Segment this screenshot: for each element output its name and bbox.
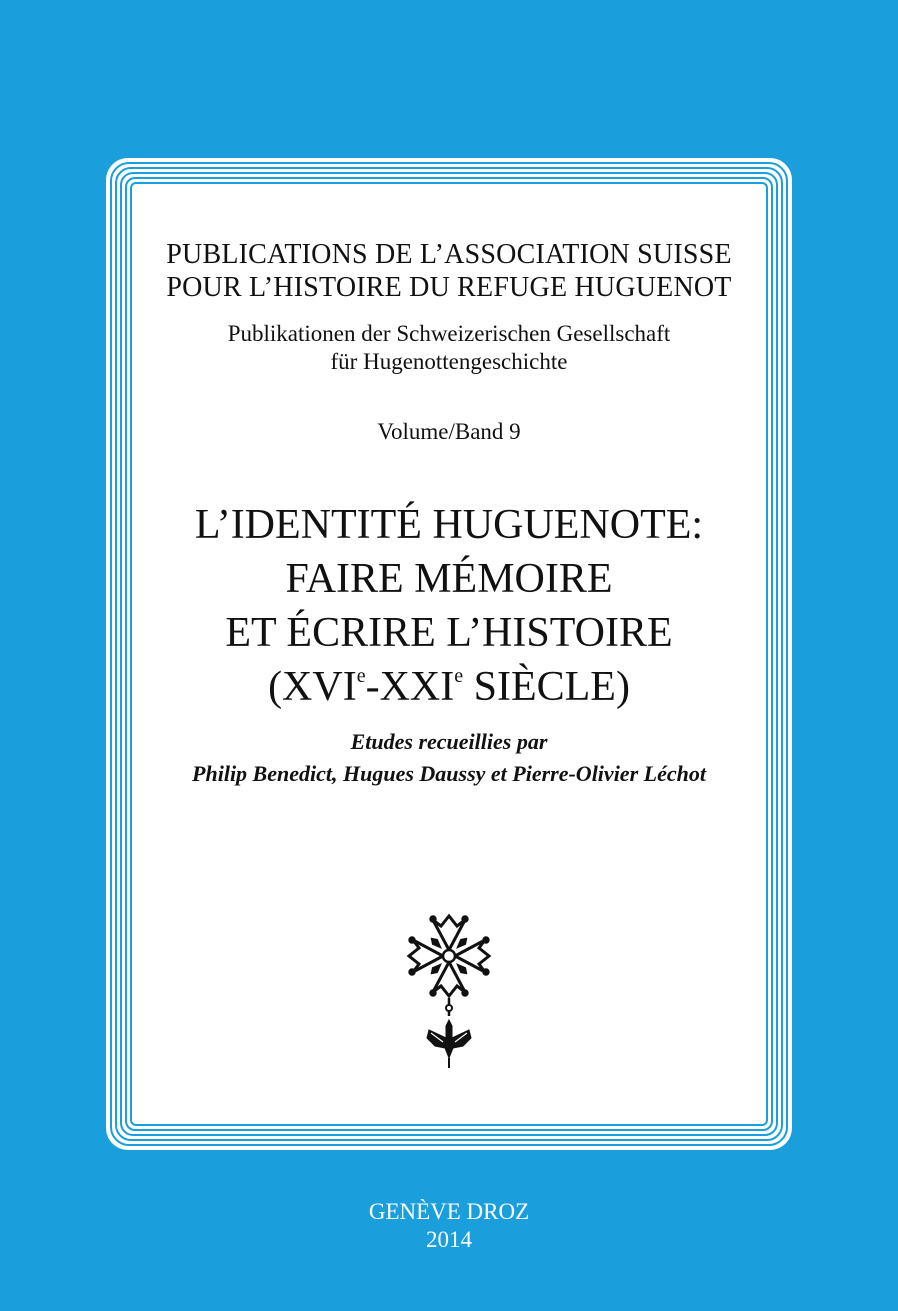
series-title-german bbox=[136, 320, 762, 376]
huguenot-cross-icon bbox=[394, 898, 504, 1078]
series-title-line: PUBLICATIONS DE L’ASSOCIATION SUISSE bbox=[166, 239, 732, 270]
publisher-name: GENÈVE DROZ bbox=[368, 1199, 530, 1224]
publication-year: 2014 bbox=[426, 1227, 472, 1252]
book-title-line bbox=[136, 660, 762, 721]
book-title bbox=[136, 498, 762, 721]
book-title-part: (XVI bbox=[268, 664, 357, 710]
volume-number: Volume/Band 9 bbox=[377, 419, 521, 444]
cover-panel bbox=[106, 158, 792, 1150]
publisher bbox=[0, 1198, 898, 1254]
series-title-line: POUR L’HISTOIRE DU REFUGE HUGUENOT bbox=[166, 272, 732, 303]
cover-content bbox=[136, 158, 762, 1150]
book-title-line: L’IDENTITÉ HUGUENOTE: bbox=[194, 502, 704, 548]
series-title-german-line: Publikationen der Schweizerischen Gesellschaft bbox=[227, 321, 671, 346]
book-title-part: -XXI bbox=[365, 664, 455, 710]
book-title-part: SIÈCLE) bbox=[463, 664, 630, 710]
series-title bbox=[136, 238, 762, 304]
book-title-line: ET ÉCRIRE L’HISTOIRE bbox=[225, 610, 673, 656]
superscript: e bbox=[454, 665, 464, 687]
series-title-german-line: für Hugenottengeschichte bbox=[330, 349, 568, 374]
editors bbox=[136, 726, 762, 790]
book-title-line: FAIRE MÉMOIRE bbox=[285, 556, 613, 602]
editors-names: Philip Benedict, Hugues Daussy et Pierre-Olivier Léchot bbox=[192, 761, 706, 786]
superscript: e bbox=[356, 665, 366, 687]
editors-intro: Etudes recueillies par bbox=[350, 729, 548, 754]
